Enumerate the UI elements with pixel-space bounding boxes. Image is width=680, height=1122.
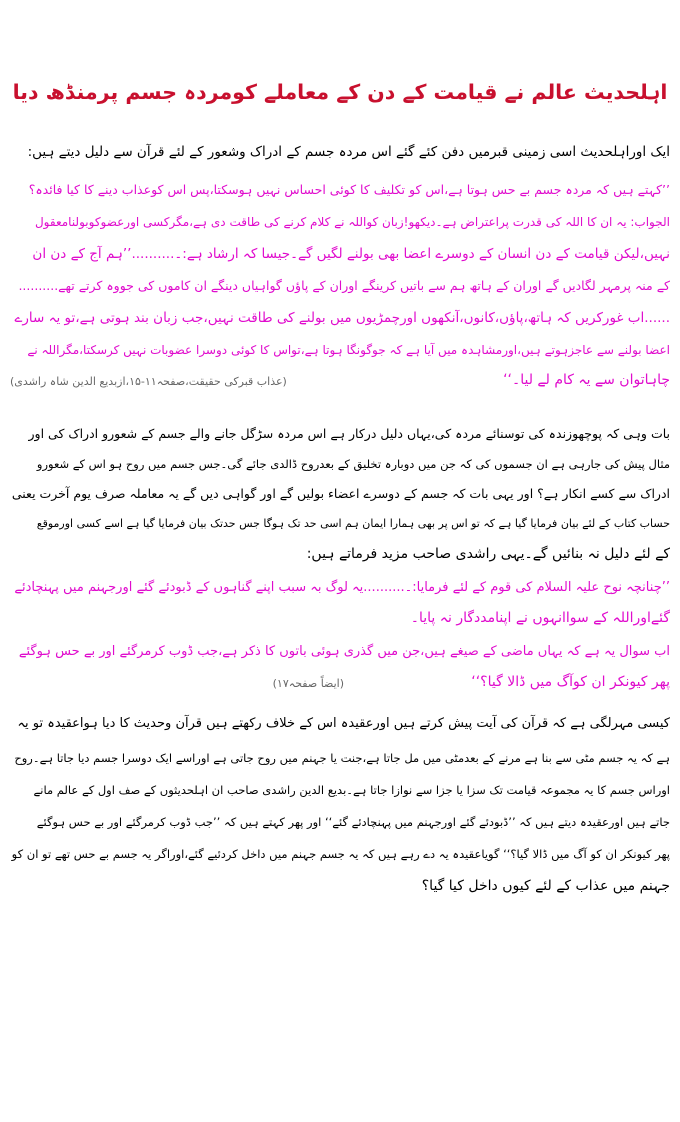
- article-title: اہلحدیث عالم نے قیامت کے دن کے معاملے کومردہ جسم پرمنڈھ دیا: [12, 80, 668, 104]
- paragraph-line: بات وہی کہ پوچھوزندہ کی توسنائے مردہ کی،یہاں دلیل درکار ہے اس مردہ سڑگل جانے والے جسم کے شعورو ادراک کی اور: [28, 426, 670, 441]
- quote2-reference: (ایضاً صفحہ۱۷): [272, 677, 344, 690]
- quote2-line: اب سوال یہ ہے کہ یہاں ماضی کے صیغے ہیں،جن میں گذری ہوئی باتوں کا ذکر ہے،جب ڈوب کرمرگئے اور بے حس ہوگئے: [18, 644, 670, 659]
- paragraph-line: مثال پیش کی جارہی ہے ان جسموں کی کہ جن میں دوبارہ تخلیق کے بعدروح ڈالدی جائے گی۔جس جسم میں روح ہو اس کے شعورو: [36, 457, 670, 471]
- quote1-line: کے منہ پرمہر لگادیں گے اوران کے ہاتھ ہم سے باتیں کرینگے اوران کے پاؤں گواہیاں دینگے ان کاموں کی جووہ کرتے تھے..........: [18, 278, 670, 293]
- paragraph-line: حساب کتاب کے لئے بیان فرمایا گیا ہے کہ تو اس پر بھی ہمارا ایمان ہم اسی حد تک ہوگا جس حدتک بیان فرمایا گیا ہے اسے کسی اورموقع: [36, 517, 670, 530]
- quote2-line: گئےاوراللہ کے سواانہوں نے اپنامددگار نہ پایا۔: [410, 610, 670, 626]
- quote1-line: الجواب: یہ ان کا اللہ کی قدرت پراعتراض ہے۔دیکھو!زبان کواللہ نے کلام کرنے کی طاقت دی ہے،مگرکسی اورعضوکوبولنامعقول: [34, 215, 670, 229]
- paragraph-line: کیسی مہرلگی ہے کہ قرآن کی آیت پیش کرتے ہیں اورعقیدہ اس کے خلاف رکھتے ہیں قرآن وحدیث کا دیا ہواعقیدہ تو یہ: [17, 716, 670, 731]
- paragraph-line: پھر کیونکر ان کو آگ میں ڈالا گیا؟‘‘ گویاعقیدہ یہ دے رہے ہیں کہ یہ جسم جہنم میں داخل کردئیے گئے،اوراگر یہ جسم بے حس تھے تو ان کو: [11, 847, 670, 861]
- paragraph-line: ادراک سے کسے انکار ہے؟ اور یہی بات کہ جسم کے دوسرے اعضاء بولیں گے اور گواہی دیں گے یہ معاملہ صرف یوم آخرت یعنی: [11, 486, 670, 501]
- quote1-line: چاہاتوان سے یہ کام لے لیا۔‘‘: [503, 372, 670, 388]
- quote1-reference: (عذاب قبرکی حقیقت،صفحہ۱۱-۱۵،ازبدیع الدین شاہ راشدی): [10, 375, 287, 388]
- paragraph-line: کے لئے دلیل نہ بنائیں گے۔یہی راشدی صاحب مزید فرماتے ہیں:: [306, 546, 670, 562]
- quote2-line: پھر کیونکر ان کوآگ میں ڈالا گیا؟‘‘: [471, 674, 670, 690]
- quote1-line: نہیں،لیکن قیامت کے دن انسان کے دوسرے اعضا بھی بولنے لگیں گے۔جیسا کہ ارشاد ہے:۔..........’’ہم آج کے دن ان: [32, 246, 670, 262]
- paragraph-line: جہنم میں عذاب کے لئے کیوں داخل کیا گیا؟: [421, 878, 670, 894]
- quote1-line: ......اب غورکریں کہ ہاتھ،پاؤں،کانوں،آنکھوں اورچمڑیوں میں بولنے کی طاقت نہیں،جب زبان بند ہوتی ہے،تو یہ سارے: [14, 310, 670, 326]
- paragraph-line: اوراس جسم کا یہ مجموعہ قیامت تک سزا یا جزا سے نوازا جاتا ہے۔بدیع الدین راشدی صاحب ان اہلحدیثوں کے صف اول کے عالم مانے: [33, 783, 670, 797]
- quote2-line: ’’چنانچہ نوح علیہ السلام کی قوم کے لئے فرمایا:۔..........یہ لوگ بہ سبب اپنے گناہوں کے ڈبودئے گئے اورجہنم میں پہنچادئے: [14, 580, 670, 595]
- intro-text: ایک اوراہلحدیث اسی زمینی قبرمیں دفن کئے گئے اس مردہ جسم کے ادراک وشعور کے لئے قرآن سے دلیل دیتے ہیں:: [27, 144, 670, 160]
- paragraph-line: جاتے ہیں اورعقیدہ دیتے ہیں کہ ’’ڈبودئے گئے اورجہنم میں پہنچادئے گئے‘‘ اور پھر کہتے ہیں کہ ’’جب ڈوب کرمرگئے اور بے حس ہوگئے: [36, 815, 670, 829]
- quote1-line: اعضا بولنے سے عاجزہوتے ہیں،اورمشاہدہ میں آیا ہے کہ جوگونگا ہوتا ہے،تواس کا کوئی دوسرا عضوبات نہیں کرسکتا،مگراللہ نے: [27, 343, 670, 357]
- paragraph-line: ہے کہ یہ جسم مٹی سے بنا ہے مرنے کے بعدمٹی میں مل جاتا ہے،جنت یا جہنم میں روح جاتی ہے اوراسے ایک دوسرا جسم دیا جاتا ہے۔روح: [14, 751, 670, 765]
- quote1-line: ’’کہتے ہیں کہ مردہ جسم بے حس ہوتا ہے،اس کو تکلیف کا کوئی احساس نہیں ہوسکتا،پس اس کوعذاب دینے کا کیا فائدہ؟: [28, 182, 670, 197]
